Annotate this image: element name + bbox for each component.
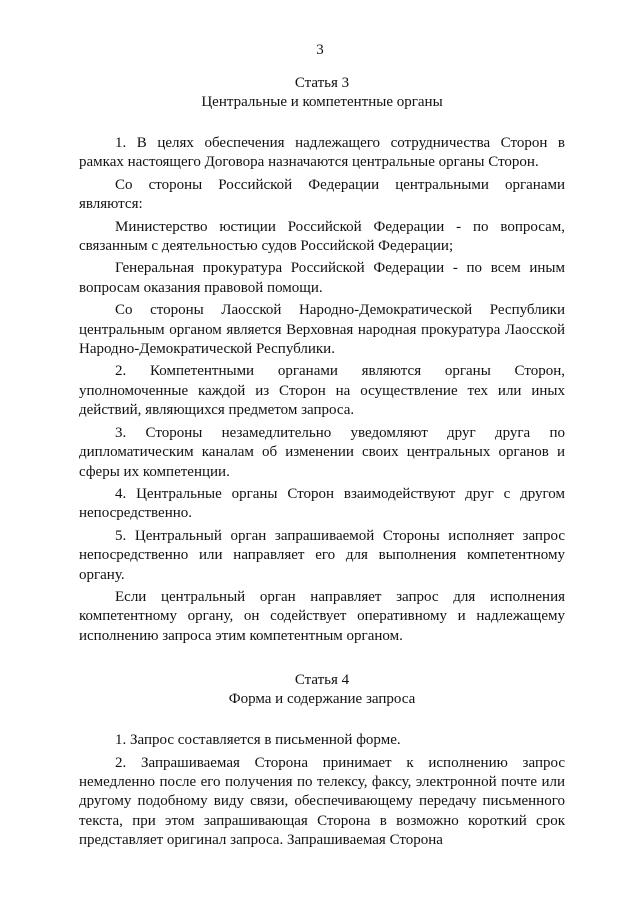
article-3-paragraph: Со стороны Российской Федерации центральными органами являются:: [79, 176, 565, 213]
article-4-paragraph: 2. Запрашиваемая Сторона принимает к исполнению запрос немедленно после его получения по телексу, факсу, электронной почте или другому подобному виду связи, обеспечивающему передачу письменного текста, при этом запрашивающая Сторона в возможно короткий срок представляет оригинал запроса. Запрашиваемая Сторона: [79, 754, 565, 849]
article-4-paragraph: 1. Запрос составляется в письменной форме.: [115, 732, 401, 749]
article-4-subtitle: Форма и содержание запроса: [228, 691, 416, 708]
document-body: [79, 74, 565, 854]
article-3-paragraph: 5. Центральный орган запрашиваемой Стороны исполняет запрос непосредственно или направляет его для выполнения компетентному органу.: [79, 527, 565, 583]
article-3-paragraph: Со стороны Лаосской Народно-Демократической Республики центральным органом является Верховная народная прокуратура Лаосской Народно-Демократической Республики.: [79, 302, 565, 358]
article-3-paragraph: Если центральный орган направляет запрос для исполнения компетентному органу, он содействует оперативному и надлежащему исполнению запроса этим компетентным органом.: [79, 588, 565, 644]
article-3-paragraph: 4. Центральные органы Сторон взаимодействуют друг с другом непосредственно.: [79, 485, 565, 522]
article-4-title: Статья 4: [294, 672, 350, 689]
article-3-paragraph: 1. В целях обеспечения надлежащего сотрудничества Сторон в рамках настоящего Договора назначаются центральные органы Сторон.: [79, 135, 565, 171]
article-3-title: Статья 3: [294, 75, 350, 91]
article-3-paragraph: 2. Компетентными органами являются органы Сторон, уполномоченные каждой из Сторон на осуществление тех или иных действий, являющихся предметом запроса.: [79, 363, 565, 419]
page-number: 3: [316, 42, 324, 58]
article-3-paragraph: Министерство юстиции Российской Федерации - по вопросам, связанным с деятельностью судов Российской Федерации;: [79, 218, 565, 255]
article-3-paragraph: 3. Стороны незамедлительно уведомляют друг друга по дипломатическим каналам об изменении своих центральных органов и сферы их компетенции.: [79, 424, 565, 480]
article-3-paragraph: Генеральная прокуратура Российской Федерации - по всем иным вопросам оказания правовой помощи.: [79, 260, 565, 296]
article-3-subtitle: Центральные и компетентные органы: [201, 94, 443, 110]
